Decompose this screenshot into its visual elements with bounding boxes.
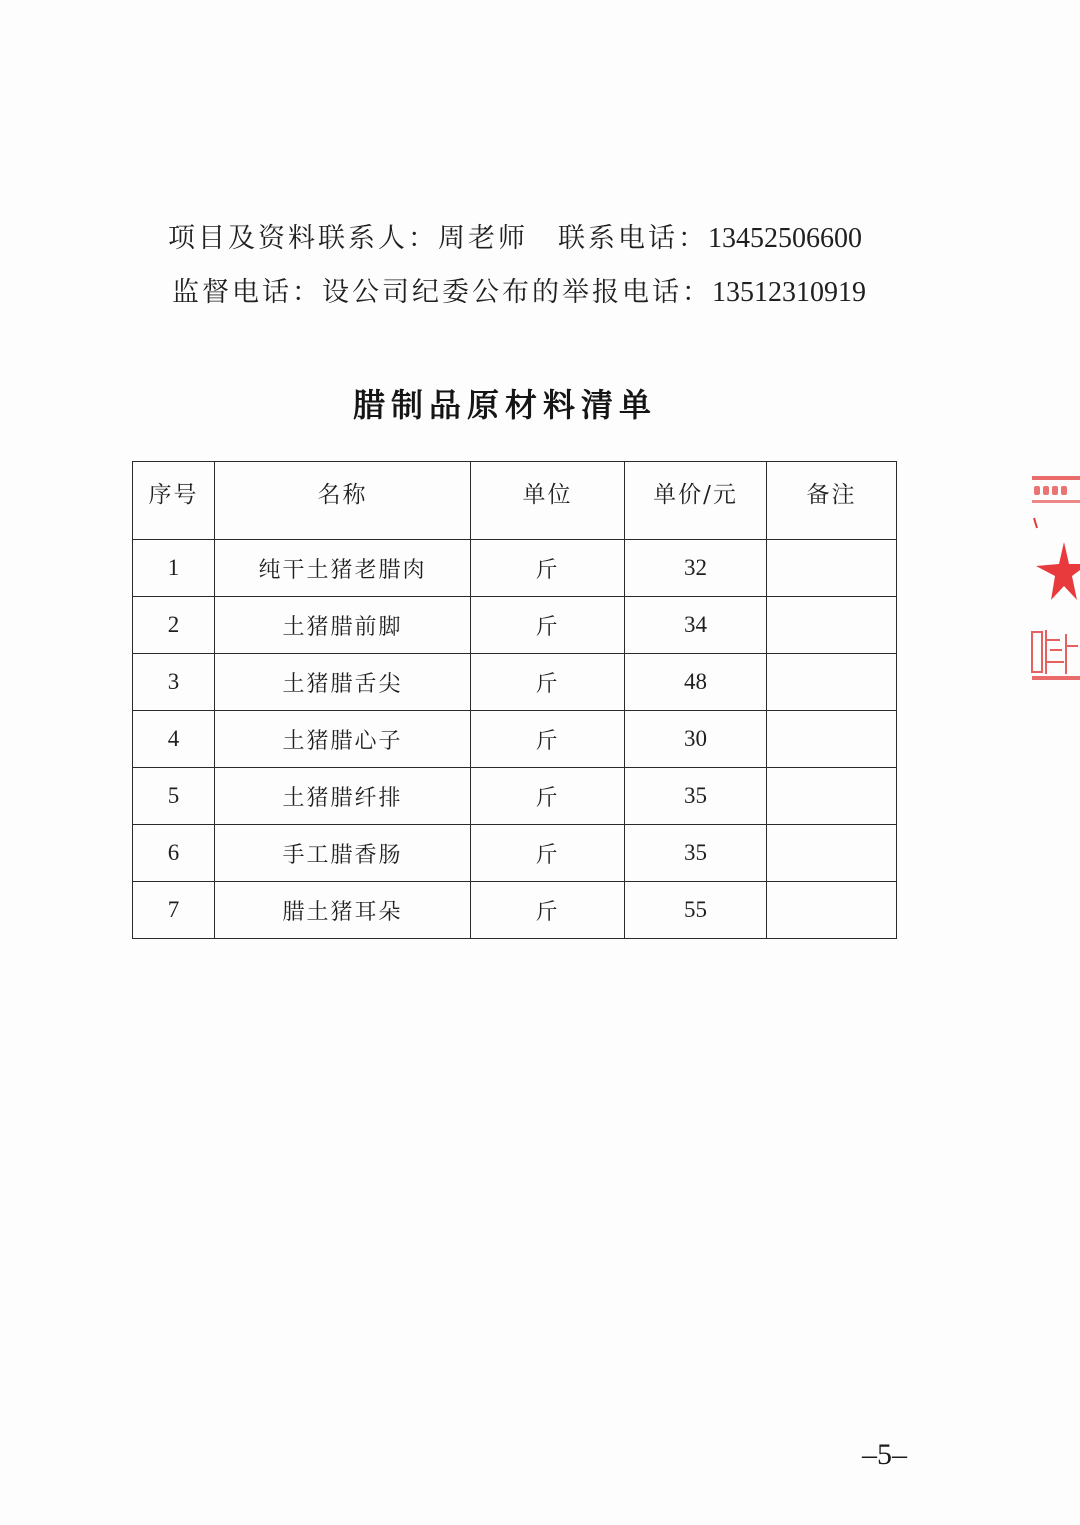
document-title: 腊制品原材料清单 — [352, 386, 657, 424]
official-seal-icon — [1024, 470, 1080, 690]
row-unit: 斤 — [471, 825, 625, 882]
supervision-line — [172, 270, 866, 309]
header-price: 单价/元 — [625, 462, 767, 540]
row-unit: 斤 — [471, 882, 625, 939]
row-index: 2 — [133, 597, 215, 654]
row-note — [767, 654, 897, 711]
row-index: 7 — [133, 882, 215, 939]
row-index: 6 — [133, 825, 215, 882]
row-note — [767, 711, 897, 768]
row-index: 5 — [133, 768, 215, 825]
phone-label: 联系电话： — [558, 223, 708, 254]
supervision-label: 监督电话：设公司纪委公布的举报电话： — [172, 277, 712, 308]
table-row — [133, 768, 897, 825]
table-header-row — [133, 462, 897, 540]
row-price: 55 — [625, 882, 767, 939]
row-price: 48 — [625, 654, 767, 711]
row-note — [767, 768, 897, 825]
row-unit: 斤 — [471, 654, 625, 711]
table-row — [133, 825, 897, 882]
project-contact-label: 项目及资料联系人： — [168, 223, 438, 254]
row-name: 纯干土猪老腊肉 — [215, 540, 471, 597]
header-name: 名称 — [215, 462, 471, 540]
table-row — [133, 597, 897, 654]
project-contact-line — [168, 216, 862, 255]
row-note — [767, 825, 897, 882]
supervision-number: 13512310919 — [712, 277, 866, 308]
row-index: 3 — [133, 654, 215, 711]
table-row — [133, 654, 897, 711]
page-number: –5– — [862, 1438, 907, 1471]
project-contact-name: 周老师 — [438, 223, 528, 254]
row-index: 1 — [133, 540, 215, 597]
row-name: 土猪腊前脚 — [215, 597, 471, 654]
row-unit: 斤 — [471, 540, 625, 597]
row-price: 35 — [625, 768, 767, 825]
header-unit: 单位 — [471, 462, 625, 540]
row-name: 土猪腊心子 — [215, 711, 471, 768]
row-unit: 斤 — [471, 711, 625, 768]
row-name: 土猪腊舌尖 — [215, 654, 471, 711]
header-index: 序号 — [133, 462, 215, 540]
row-note — [767, 540, 897, 597]
row-name: 手工腊香肠 — [215, 825, 471, 882]
row-name: 腊土猪耳朵 — [215, 882, 471, 939]
table-row — [133, 882, 897, 939]
row-price: 32 — [625, 540, 767, 597]
row-note — [767, 882, 897, 939]
row-name: 土猪腊纤排 — [215, 768, 471, 825]
row-note — [767, 597, 897, 654]
row-index: 4 — [133, 711, 215, 768]
materials-table — [132, 461, 897, 939]
phone-number: 13452506600 — [708, 223, 862, 254]
row-price: 35 — [625, 825, 767, 882]
table-row — [133, 711, 897, 768]
table-row — [133, 540, 897, 597]
row-unit: 斤 — [471, 768, 625, 825]
row-unit: 斤 — [471, 597, 625, 654]
header-note: 备注 — [767, 462, 897, 540]
row-price: 34 — [625, 597, 767, 654]
row-price: 30 — [625, 711, 767, 768]
